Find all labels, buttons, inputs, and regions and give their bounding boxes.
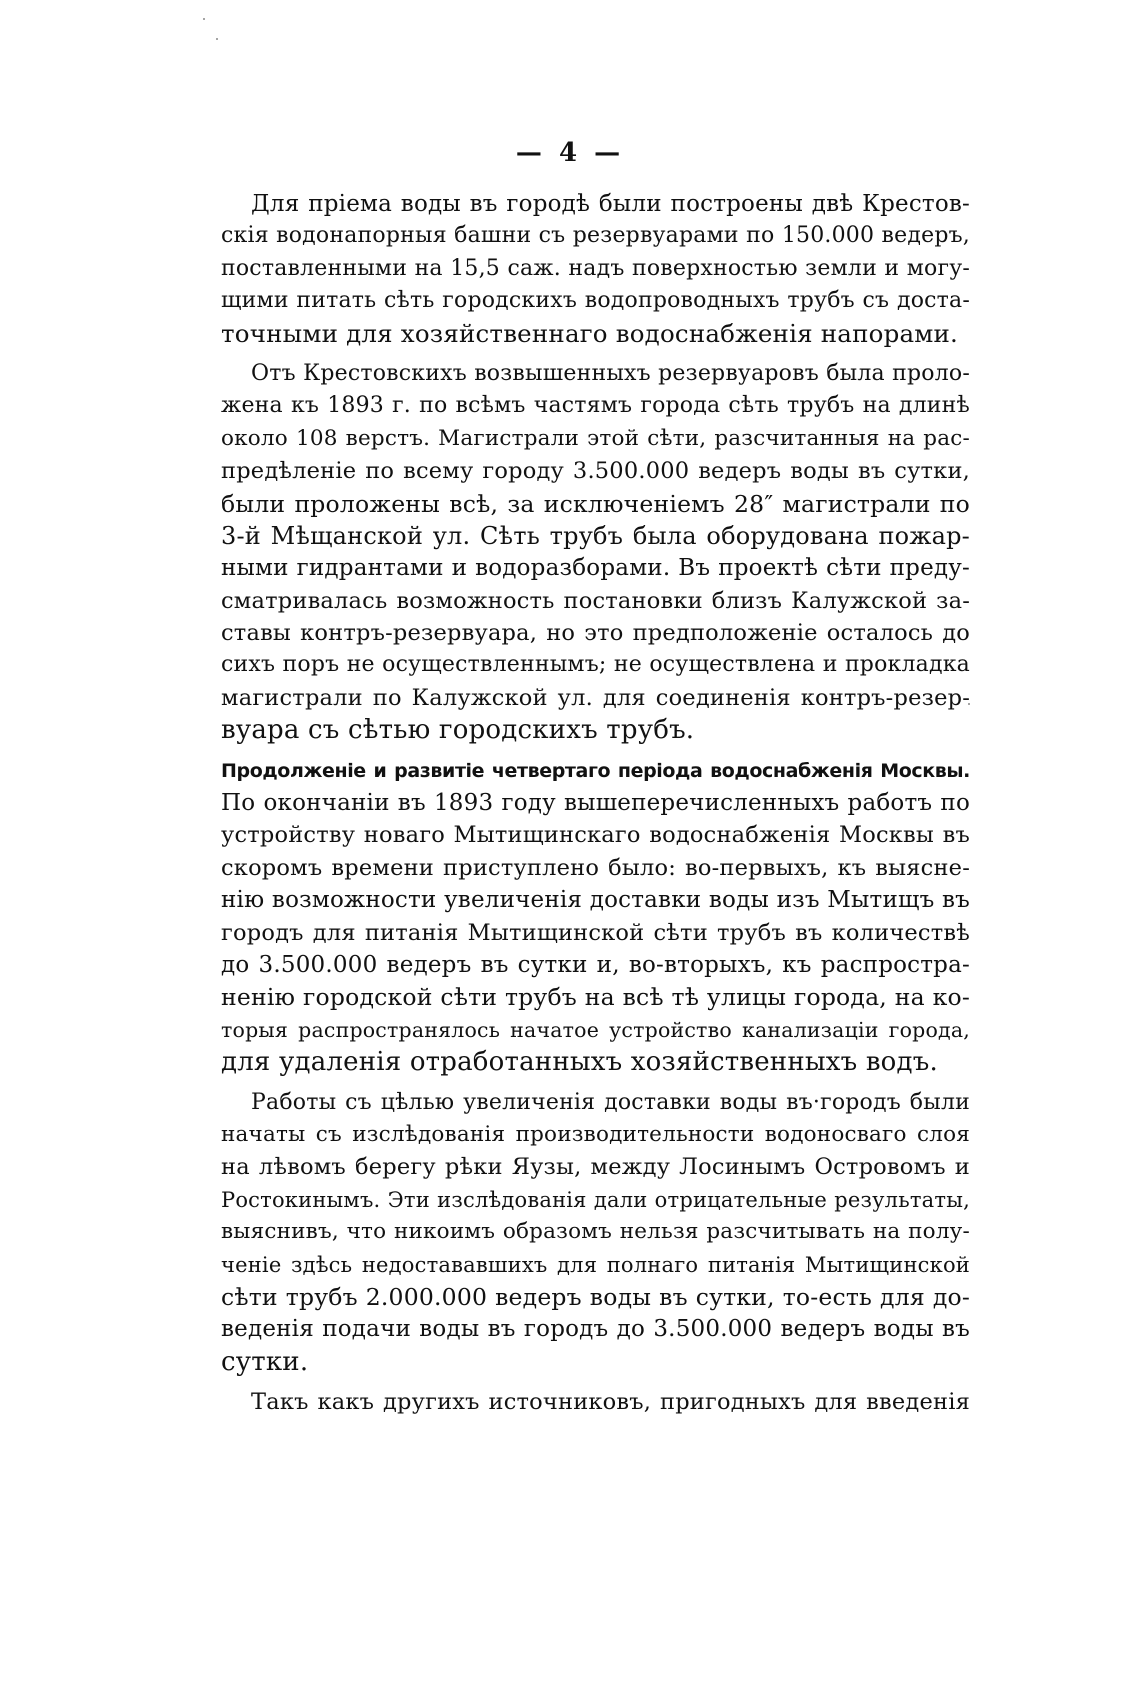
- text-line: ными гидрантами и водоразборами. Въ проектѣ сѣти преду-: [221, 555, 970, 582]
- text-line: торыя распространялось начатое устройство канализаціи города,: [221, 1017, 970, 1042]
- text-line: предѣленіе по всему городу 3.500.000 ведеръ воды въ сутки,: [221, 458, 970, 485]
- text-line: для удаленія отработанныхъ хозяйственныхъ водъ.: [221, 1047, 938, 1078]
- text-line: нію возможности увеличенія доставки воды изъ Мытищъ въ: [221, 887, 970, 914]
- text-line: на лѣвомъ берегу рѣки Яузы, между Лосинымъ Островомъ и: [221, 1154, 970, 1181]
- text-line: щими питать сѣть городскихъ водопроводныхъ трубъ съ доста-: [221, 288, 970, 314]
- text-line: городъ для питанія Мытищинской сѣти трубъ въ количествѣ: [221, 919, 970, 946]
- text-line: 3-й Мѣщанской ул. Сѣть трубъ была оборудована пожар-: [221, 521, 970, 550]
- text-line: вуара съ сѣтью городскихъ трубъ.: [221, 715, 695, 746]
- text-line: ставы контръ-резервуара, но это предположеніе осталось до: [221, 620, 970, 647]
- text-line: веденія подачи воды въ городъ до 3.500.000 ведеръ воды въ: [221, 1316, 970, 1343]
- text-line: сматривалась возможность постановки близъ Калужской за-: [221, 587, 970, 614]
- text-line: около 108 верстъ. Магистрали этой сѣти, разсчитанныя на рас-: [221, 425, 970, 451]
- text-line: Работы съ цѣлью увеличенія доставки воды въ·городъ были: [251, 1089, 970, 1115]
- text-line: магистрали по Калужской ул. для соединенія контръ-резер-: [221, 684, 970, 711]
- text-line: сѣти трубъ 2.000.000 ведеръ воды въ сутки, то-есть для до-: [221, 1282, 970, 1311]
- body-text: [221, 188, 970, 1418]
- text-line: точными для хозяйственнаго водоснабженія напорами.: [221, 318, 959, 348]
- text-line: выяснивъ, что никоимъ образомъ нельзя разсчитывать на полу-: [221, 1219, 970, 1245]
- text-line: сутки.: [221, 1346, 309, 1377]
- paragraph-5: [221, 1386, 970, 1418]
- text-line: ненію городской сѣти трубъ на всѣ тѣ улицы города, на ко-: [221, 983, 970, 1012]
- text-line: сихъ поръ не осуществленнымъ; не осуществлена и прокладка: [221, 652, 970, 678]
- text-line: скія водонапорныя башни съ резервуарами по 150.000 ведеръ,: [221, 223, 970, 249]
- text-line: скоромъ времени приступлено было: во-первыхъ, къ выясне-: [221, 854, 970, 881]
- text-line: поставленными на 15,5 саж. надъ поверхностью земли и могу-: [221, 255, 970, 281]
- text-line: жена къ 1893 г. по всѣмъ частямъ города сѣть трубъ на длинѣ: [221, 393, 970, 419]
- text-line: Отъ Крестовскихъ возвышенныхъ резервуаровъ была проло-: [251, 360, 970, 386]
- text-line: до 3.500.000 ведеръ въ сутки и, во-вторыхъ, къ распростра-: [221, 951, 970, 978]
- text-line: Такъ какъ другихъ источниковъ, пригодныхъ для введенія: [251, 1389, 970, 1416]
- paragraph-2: [221, 358, 970, 747]
- page-number: — 4 —: [515, 138, 625, 168]
- paragraph-3: [221, 755, 970, 1079]
- text-line: Для пріема воды въ городѣ были построены двѣ Крестов-: [251, 191, 970, 217]
- paragraph-1: [221, 188, 970, 350]
- paper-speck: [216, 38, 218, 40]
- text-line: Ростокинымъ. Эти изслѣдованія дали отрицательные результаты,: [221, 1187, 970, 1212]
- paragraph-4: [221, 1087, 970, 1379]
- section-heading: Продолженіе и развитіе четвертаго періода водоснабженія Москвы.: [221, 759, 970, 782]
- text-line: устройству новаго Мытищинскаго водоснабженія Москвы въ: [221, 822, 970, 849]
- text-line: начаты съ изслѣдованія производительности водоносваго слоя: [221, 1121, 970, 1147]
- text-line: По окончаніи въ 1893 году вышеперечисленныхъ работъ по: [221, 790, 970, 817]
- text-line: были проложены всѣ, за исключеніемъ 28″ магистрали по: [221, 489, 970, 518]
- paper-speck: [203, 18, 205, 20]
- text-line: ченіе здѣсь недостававшихъ для полнаго питанія Мытищинской: [221, 1252, 970, 1277]
